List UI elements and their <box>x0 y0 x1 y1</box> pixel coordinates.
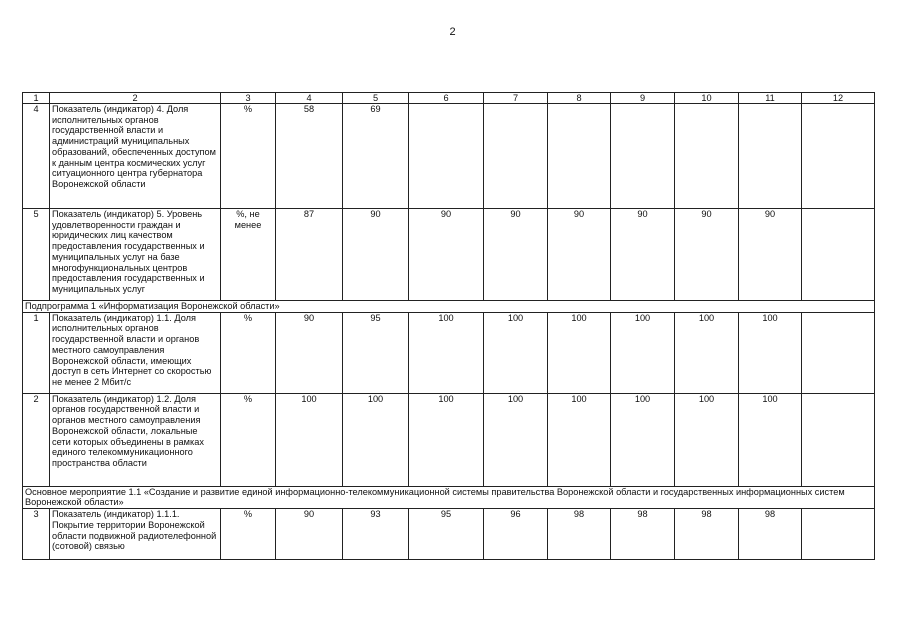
value-cell: 100 <box>548 393 611 486</box>
indicator-name: Показатель (индикатор) 1.1. Доля исполнительных органов государственной власти и органов местного самоуправления Воронежской области, имеющих доступ в сеть Интернет со скоростью не менее 2 Мбит/с <box>50 312 221 393</box>
header-row <box>23 93 875 104</box>
value-cell: 90 <box>276 509 343 560</box>
section-row <box>23 486 875 508</box>
value-cell: 100 <box>739 393 802 486</box>
unit-cell: % <box>221 393 276 486</box>
row-number: 3 <box>23 509 50 560</box>
unit-cell: % <box>221 312 276 393</box>
value-cell: 95 <box>343 312 409 393</box>
indicator-name: Показатель (индикатор) 4. Доля исполнительных органов государственной власти и администраций муниципальных образований, обеспеченных доступом к данным центра космических услуг ситуационного центра губернатора Воронежской области <box>50 104 221 209</box>
row-number: 2 <box>23 393 50 486</box>
column-header: 5 <box>343 93 409 104</box>
unit-cell: %, не менее <box>221 209 276 301</box>
value-cell: 100 <box>675 312 739 393</box>
value-cell <box>675 104 739 209</box>
value-cell: 58 <box>276 104 343 209</box>
indicator-row <box>23 312 875 393</box>
value-cell: 100 <box>484 312 548 393</box>
value-cell <box>409 104 484 209</box>
value-cell: 87 <box>276 209 343 301</box>
column-header: 1 <box>23 93 50 104</box>
indicator-row <box>23 393 875 486</box>
value-cell: 90 <box>611 209 675 301</box>
column-header: 2 <box>50 93 221 104</box>
section-title: Подпрограмма 1 «Информатизация Воронежской области» <box>23 301 875 313</box>
value-cell: 69 <box>343 104 409 209</box>
value-cell: 98 <box>675 509 739 560</box>
value-cell: 100 <box>343 393 409 486</box>
value-cell: 90 <box>276 312 343 393</box>
value-cell <box>739 104 802 209</box>
empty-cell <box>802 209 875 301</box>
indicators-table <box>22 92 875 560</box>
column-header: 9 <box>611 93 675 104</box>
unit-cell: % <box>221 104 276 209</box>
section-row <box>23 301 875 313</box>
row-number: 4 <box>23 104 50 209</box>
value-cell: 100 <box>276 393 343 486</box>
value-cell: 93 <box>343 509 409 560</box>
value-cell: 100 <box>611 393 675 486</box>
value-cell <box>484 104 548 209</box>
value-cell: 90 <box>739 209 802 301</box>
value-cell <box>548 104 611 209</box>
value-cell <box>611 104 675 209</box>
indicator-row <box>23 104 875 209</box>
empty-cell <box>802 104 875 209</box>
indicator-row <box>23 509 875 560</box>
value-cell: 100 <box>409 312 484 393</box>
value-cell: 100 <box>739 312 802 393</box>
value-cell: 90 <box>675 209 739 301</box>
page-number: 2 <box>449 26 456 38</box>
column-header: 11 <box>739 93 802 104</box>
value-cell: 90 <box>409 209 484 301</box>
unit-cell: % <box>221 509 276 560</box>
empty-cell <box>802 312 875 393</box>
value-cell: 100 <box>611 312 675 393</box>
value-cell: 100 <box>409 393 484 486</box>
indicator-name: Показатель (индикатор) 1.2. Доля органов государственной власти и органов местного самоуправления Воронежской области, локальные сети которых объединены в рамках единого телекоммуникационного пространства области <box>50 393 221 486</box>
value-cell: 90 <box>343 209 409 301</box>
column-header: 10 <box>675 93 739 104</box>
row-number: 5 <box>23 209 50 301</box>
value-cell: 95 <box>409 509 484 560</box>
column-header: 8 <box>548 93 611 104</box>
value-cell: 98 <box>548 509 611 560</box>
value-cell: 100 <box>675 393 739 486</box>
value-cell: 96 <box>484 509 548 560</box>
value-cell: 100 <box>548 312 611 393</box>
empty-cell <box>802 393 875 486</box>
value-cell: 100 <box>484 393 548 486</box>
column-header: 6 <box>409 93 484 104</box>
row-number: 1 <box>23 312 50 393</box>
indicator-row <box>23 209 875 301</box>
column-header: 4 <box>276 93 343 104</box>
empty-cell <box>802 509 875 560</box>
value-cell: 98 <box>611 509 675 560</box>
value-cell: 90 <box>484 209 548 301</box>
column-header: 3 <box>221 93 276 104</box>
indicator-name: Показатель (индикатор) 5. Уровень удовлетворенности граждан и юридических лиц качеством предоставления государственных и муниципальных услуг на базе многофункциональных центров предоставления государственных и муниципальных услуг <box>50 209 221 301</box>
column-header: 7 <box>484 93 548 104</box>
section-title: Основное мероприятие 1.1 «Создание и развитие единой информационно-телекоммуникационной системы правительства Воронежской области и государственных информационных систем Воронежской области» <box>23 486 875 508</box>
column-header: 12 <box>802 93 875 104</box>
value-cell: 90 <box>548 209 611 301</box>
indicator-name: Показатель (индикатор) 1.1.1. Покрытие территории Воронежской области подвижной радиотелефонной (сотовой) связью <box>50 509 221 560</box>
value-cell: 98 <box>739 509 802 560</box>
